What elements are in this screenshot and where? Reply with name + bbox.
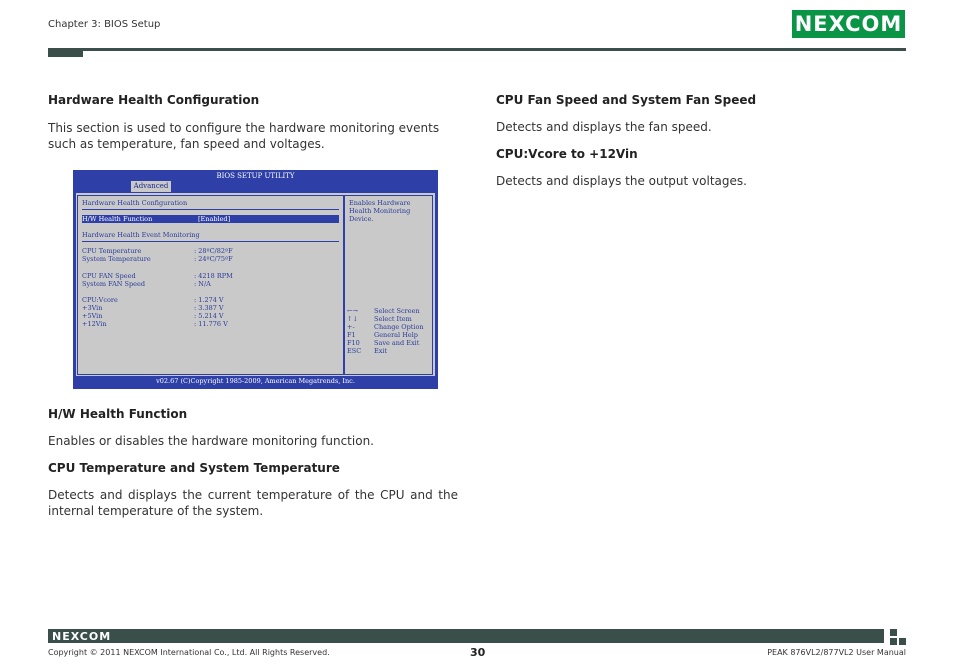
bios-row-label: CPU Temperature: [82, 247, 142, 255]
paragraph-hw-health-function: Enables or disables the hardware monitoring function.: [48, 434, 374, 448]
bios-help-line: Health Monitoring: [349, 207, 411, 215]
heading-cpu-system-temperature: CPU Temperature and System Temperature: [48, 461, 340, 475]
bios-key-desc: General Help: [374, 331, 418, 339]
bios-row-value: : 3.387 V: [194, 304, 224, 312]
bios-event-title: Hardware Health Event Monitoring: [82, 231, 200, 239]
bios-footer: v02.67 (C)Copyright 1985-2009, American Megatrends, Inc.: [156, 377, 355, 385]
bios-row-value: : 5.214 V: [194, 312, 224, 320]
bios-screenshot: [73, 170, 438, 389]
bios-row-label: CPU FAN Speed: [82, 272, 136, 280]
heading-fan-speed: CPU Fan Speed and System Fan Speed: [496, 93, 757, 107]
paragraph-hw-health-config: This section is used to configure the hardware monitoring events such as temperature, fan speed and voltages.: [48, 121, 440, 151]
heading-hw-health-function: H/W Health Function: [48, 407, 188, 421]
bios-selected-label: H/W Health Function: [82, 215, 153, 223]
bios-row-value: : N/A: [194, 280, 211, 288]
bios-row-label: CPU:Vcore: [82, 296, 118, 304]
bios-row-value: : 28ºC/82ºF: [194, 247, 233, 255]
bios-row-label: +12Vin: [82, 320, 107, 328]
bios-row-value: : 11.776 V: [194, 320, 228, 328]
header-rule: [48, 48, 906, 51]
bios-selected-row[interactable]: [82, 215, 339, 223]
bios-tab-bar: [73, 181, 438, 192]
footer-logo: NEXCOM: [52, 630, 112, 643]
bios-key: F10: [347, 339, 360, 347]
bios-help-pane: [344, 195, 433, 375]
heading-vcore-12vin: CPU:Vcore to +12Vin: [496, 147, 638, 161]
bios-key: ↑↓: [347, 315, 358, 323]
footer-square: [890, 638, 897, 645]
bios-row-value: : 24ºC/75ºF: [194, 255, 233, 263]
bios-key: ESC: [347, 347, 362, 355]
nexcom-logo: [792, 10, 905, 38]
bios-row-label: +3Vin: [82, 304, 103, 312]
bios-panel: [76, 193, 435, 376]
copyright-text: Copyright © 2011 NEXCOM International Co., Ltd. All Rights Reserved.: [48, 648, 330, 657]
bios-selected-value: [Enabled]: [198, 215, 231, 223]
bios-key-desc: Save and Exit: [374, 339, 420, 347]
footer-square: [899, 638, 906, 645]
bios-main-pane: [77, 195, 344, 375]
footer-square: [890, 629, 897, 636]
footer-bar: [48, 629, 884, 643]
bios-row-label: System FAN Speed: [82, 280, 146, 288]
paragraph-vcore-12vin: Detects and displays the output voltages.: [496, 174, 747, 188]
bios-row-value: : 4218 RPM: [194, 272, 233, 280]
bios-row-label: +5Vin: [82, 312, 103, 320]
chapter-title: Chapter 3: BIOS Setup: [48, 19, 161, 30]
bios-key: ←→: [347, 307, 358, 315]
logo-text: NEXCOM: [794, 12, 903, 36]
bios-tab-advanced[interactable]: Advanced: [131, 181, 171, 192]
bios-key-desc: Exit: [374, 347, 388, 355]
bios-help-line: Enables Hardware: [349, 199, 411, 207]
heading-hw-health-config: Hardware Health Configuration: [48, 93, 260, 107]
bios-key-desc: Select Item: [374, 315, 412, 323]
bios-separator: [82, 209, 339, 210]
bios-key-desc: Change Option: [374, 323, 424, 331]
bios-key: F1: [347, 331, 356, 339]
bios-title: BIOS SETUP UTILITY: [216, 172, 295, 180]
page-number: 30: [470, 646, 486, 659]
manual-title: PEAK 876VL2/877VL2 User Manual: [767, 648, 906, 657]
bios-separator: [82, 241, 339, 242]
bios-key-desc: Select Screen: [374, 307, 420, 315]
paragraph-fan-speed: Detects and displays the fan speed.: [496, 120, 712, 134]
bios-section-title: Hardware Health Configuration: [82, 199, 188, 207]
bios-help-line: Device.: [349, 215, 374, 223]
header-tab: [48, 48, 83, 57]
bios-key: +-: [347, 323, 355, 331]
bios-row-label: System Temperature: [82, 255, 151, 263]
bios-row-value: : 1.274 V: [194, 296, 224, 304]
paragraph-cpu-system-temperature: Detects and displays the current temperature of the CPU and the internal temperature of the system.: [48, 488, 458, 518]
